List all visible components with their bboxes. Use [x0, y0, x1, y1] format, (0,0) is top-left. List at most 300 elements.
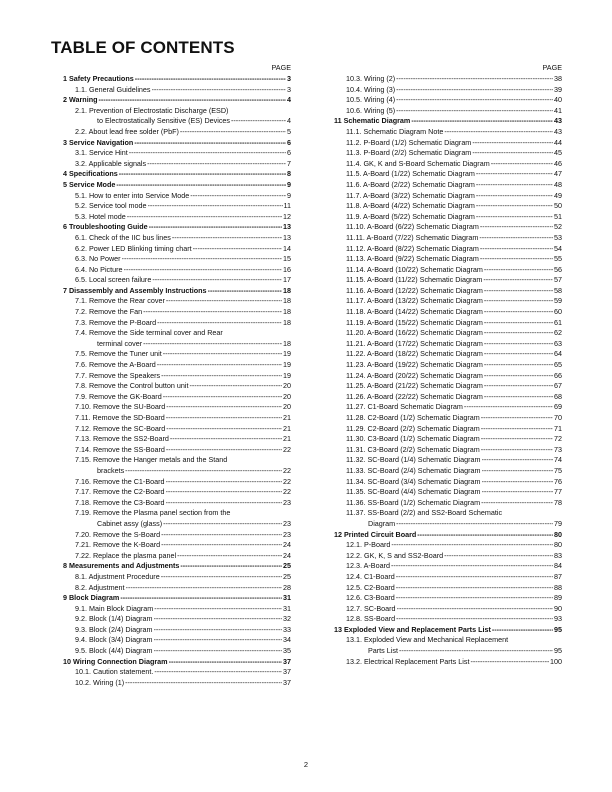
dot-leader [484, 286, 553, 297]
toc-entry-label: 2.1. Prevention of Electrostatic Discharge (ESD) [75, 105, 229, 115]
toc-entry-page: 47 [554, 169, 562, 179]
toc-entry-label: 9.1. Main Block Diagram [75, 603, 154, 613]
toc-entry[interactable] [322, 498, 562, 509]
toc-entry[interactable] [322, 635, 562, 646]
toc-entry-page: 73 [554, 444, 562, 454]
toc-entry-page: 37 [283, 656, 291, 666]
dot-leader [125, 678, 282, 689]
toc-entry[interactable] [51, 95, 291, 106]
toc-entry[interactable] [322, 371, 562, 382]
toc-entry[interactable] [322, 159, 562, 170]
toc-entry-page: 32 [283, 614, 291, 624]
toc-column-left [51, 63, 291, 688]
dot-leader [484, 349, 553, 360]
toc-entry[interactable] [51, 593, 291, 604]
toc-entry-label: 12 Printed Circuit Board [334, 529, 417, 539]
toc-entry[interactable] [322, 434, 562, 445]
toc-entry[interactable] [322, 413, 562, 424]
toc-entry-page: 20 [283, 391, 291, 401]
toc-entry[interactable] [322, 201, 562, 212]
toc-entry-label: 6.2. Power LED Blinking timing chart [75, 243, 192, 253]
toc-entry-label: 10.5. Wiring (4) [346, 95, 396, 105]
toc-entry-page: 28 [283, 582, 291, 592]
toc-entry-label: 10.1. Caution statement. [75, 667, 154, 677]
toc-entry-page: 46 [554, 158, 562, 168]
dot-leader [476, 169, 553, 180]
toc-entry-label: 7.10. Remove the SU-Board [75, 402, 166, 412]
toc-entry[interactable] [322, 148, 562, 159]
toc-entry-label: 11.23. A-Board (19/22) Schematic Diagram [346, 360, 483, 370]
toc-entry-label: 9 Block Diagram [63, 593, 120, 603]
toc-entry-label: 3 Service Navigation [63, 137, 134, 147]
toc-entry[interactable] [51, 349, 291, 360]
toc-entry-page: 9 [287, 190, 291, 200]
toc-entry[interactable] [322, 508, 562, 519]
dot-leader [163, 519, 282, 530]
dot-leader [154, 635, 283, 646]
toc-entry-label: 11.19. A-Board (15/22) Schematic Diagram [346, 317, 483, 327]
toc-entry-page: 76 [554, 476, 562, 486]
toc-entry-page: 19 [283, 370, 291, 380]
toc-entry-page: 9 [287, 179, 291, 189]
toc-entry[interactable] [322, 116, 562, 127]
toc-entry-page: 57 [554, 275, 562, 285]
toc-entry-page: 84 [554, 561, 562, 571]
toc-entry[interactable] [322, 381, 562, 392]
toc-entry-label: terminal cover [97, 338, 143, 348]
toc-entry[interactable] [322, 402, 562, 413]
toc-entry[interactable] [322, 127, 562, 138]
dot-leader [483, 275, 553, 286]
toc-entry[interactable] [322, 392, 562, 403]
toc-entry[interactable] [51, 222, 291, 233]
toc-entry[interactable] [51, 625, 291, 636]
toc-entry-page: 37 [283, 677, 291, 687]
dot-leader [480, 254, 553, 265]
toc-entry-page: 90 [554, 603, 562, 613]
toc-entry-page: 18 [283, 285, 291, 295]
toc-entry[interactable] [51, 392, 291, 403]
toc-entry-page: 19 [283, 349, 291, 359]
toc-entry-page: 83 [554, 550, 562, 560]
dot-leader [481, 498, 553, 509]
dot-leader [177, 551, 282, 562]
toc-entry[interactable] [322, 275, 562, 286]
toc-entry[interactable] [51, 487, 291, 498]
toc-entries-left [51, 74, 291, 688]
toc-entry-label: 11.10. A-Board (6/22) Schematic Diagram [346, 222, 479, 232]
dot-leader [166, 296, 282, 307]
toc-entry[interactable] [322, 561, 562, 572]
toc-entry-page: 24 [283, 550, 291, 560]
toc-entry[interactable] [51, 614, 291, 625]
dot-leader [396, 572, 553, 583]
toc-entry[interactable] [322, 106, 562, 117]
toc-entry-label: 7.13. Remove the SS2-Board [75, 434, 169, 444]
toc-entry-label: 1.1. General Guidelines [75, 84, 151, 94]
toc-entry[interactable] [51, 466, 291, 477]
toc-entry-label: 11.29. C2-Board (2/2) Schematic Diagram [346, 423, 480, 433]
dot-leader [149, 222, 282, 233]
dot-leader [492, 625, 553, 636]
toc-entry[interactable] [322, 318, 562, 329]
dot-leader [120, 593, 282, 604]
toc-entry-label: 6.3. No Power [75, 254, 121, 264]
toc-entry[interactable] [51, 138, 291, 149]
dot-leader [190, 191, 286, 202]
toc-entry[interactable] [51, 667, 291, 678]
dot-leader [166, 498, 283, 509]
toc-entry[interactable] [322, 487, 562, 498]
toc-entry[interactable] [322, 614, 562, 625]
toc-entry-label: to Electrostatically Sensitive (ES) Devices [97, 116, 231, 126]
toc-entry-page: 18 [283, 317, 291, 327]
toc-entry-label: 11.15. A-Board (11/22) Schematic Diagram [346, 275, 483, 285]
toc-entry-page: 88 [554, 582, 562, 592]
toc-entry[interactable] [51, 212, 291, 223]
toc-entry[interactable] [322, 339, 562, 350]
toc-entry-label: 11.20. A-Board (16/22) Schematic Diagram [346, 328, 483, 338]
toc-entry[interactable] [322, 212, 562, 223]
toc-entry[interactable] [51, 551, 291, 562]
toc-entry-page: 65 [554, 360, 562, 370]
toc-entry[interactable] [51, 540, 291, 551]
toc-entry[interactable] [51, 201, 291, 212]
toc-entry[interactable] [51, 275, 291, 286]
toc-entry-page: 60 [554, 307, 562, 317]
dot-leader [482, 477, 554, 488]
toc-entry[interactable] [322, 466, 562, 477]
toc-entry-page: 34 [283, 635, 291, 645]
dot-leader [126, 583, 282, 594]
toc-entry[interactable] [322, 74, 562, 85]
toc-entry[interactable] [51, 424, 291, 435]
toc-entry-page: 78 [554, 497, 562, 507]
page-column-header: PAGE [542, 63, 562, 72]
toc-entry[interactable] [322, 180, 562, 191]
toc-entry-label: 10.6. Wiring (5) [346, 105, 396, 115]
toc-entry-label: 9.4. Block (3/4) Diagram [75, 635, 153, 645]
toc-entry[interactable] [322, 604, 562, 615]
dot-leader [124, 265, 282, 276]
toc-entry[interactable] [51, 657, 291, 668]
dot-leader [484, 328, 553, 339]
toc-entry[interactable] [322, 583, 562, 594]
dot-leader [161, 540, 282, 551]
dot-leader [161, 530, 282, 541]
toc-entry[interactable] [322, 360, 562, 371]
toc-entry[interactable] [51, 233, 291, 244]
toc-entry[interactable] [51, 583, 291, 594]
toc-entry[interactable] [51, 74, 291, 85]
toc-entry[interactable] [51, 371, 291, 382]
toc-entry-page: 52 [554, 222, 562, 232]
toc-entry[interactable] [51, 85, 291, 96]
toc-entry-label: 11.30. C3-Board (1/2) Schematic Diagram [346, 434, 480, 444]
toc-entry-page: 80 [554, 529, 562, 539]
toc-entry[interactable] [51, 286, 291, 297]
toc-entry-label: 12.3. A-Board [346, 561, 390, 571]
toc-entry-page: 31 [283, 593, 291, 603]
dot-leader [396, 519, 553, 530]
toc-entry[interactable] [51, 127, 291, 138]
toc-entry-label: 6 Troubleshooting Guide [63, 222, 148, 232]
toc-entry-label: 9.2. Block (1/4) Diagram [75, 614, 153, 624]
dot-leader [484, 265, 553, 276]
toc-entry-page: 18 [283, 296, 291, 306]
toc-entry-label: 12.6. C3-Board [346, 593, 395, 603]
toc-entry-page: 33 [283, 624, 291, 634]
toc-entry[interactable] [51, 572, 291, 583]
toc-entry[interactable] [51, 434, 291, 445]
dot-leader [152, 275, 282, 286]
dot-leader [134, 138, 286, 149]
toc-entry[interactable] [322, 445, 562, 456]
toc-entry[interactable] [322, 477, 562, 488]
dot-leader [116, 180, 286, 191]
toc-entry[interactable] [51, 169, 291, 180]
dot-leader [119, 169, 286, 180]
toc-entry-page: 21 [283, 423, 291, 433]
toc-entry[interactable] [51, 159, 291, 170]
toc-entry[interactable] [322, 95, 562, 106]
toc-entry-page: 50 [554, 201, 562, 211]
dot-leader [484, 371, 553, 382]
toc-entry-label: 7.7. Remove the Speakers [75, 370, 161, 380]
toc-entry[interactable] [322, 657, 562, 668]
toc-entry[interactable] [51, 604, 291, 615]
toc-entry[interactable] [322, 191, 562, 202]
toc-entry-page: 13 [283, 232, 291, 242]
toc-entry[interactable] [51, 318, 291, 329]
toc-entry-page: 89 [554, 593, 562, 603]
toc-entry-label: 7 Disassembly and Assembly Instructions [63, 285, 207, 295]
toc-entry[interactable] [51, 646, 291, 657]
dot-leader [157, 360, 282, 371]
toc-entry-label: 7.8. Remove the Control button unit [75, 381, 189, 391]
toc-entry[interactable] [51, 191, 291, 202]
toc-entry[interactable] [51, 254, 291, 265]
toc-entry[interactable] [51, 244, 291, 255]
toc-entry-label: 12.1. P-Board [346, 540, 391, 550]
toc-entry-label: 3.2. Applicable signals [75, 158, 147, 168]
toc-entry-page: 3 [287, 74, 291, 83]
dot-leader [154, 625, 283, 636]
toc-entry[interactable] [322, 455, 562, 466]
toc-entry[interactable] [322, 424, 562, 435]
dot-leader [484, 307, 553, 318]
toc-entry[interactable] [322, 286, 562, 297]
toc-entry-page: 45 [554, 148, 562, 158]
dot-leader [482, 455, 554, 466]
toc-entry[interactable] [51, 635, 291, 646]
toc-entry[interactable] [322, 530, 562, 541]
dot-leader [476, 180, 553, 191]
dot-leader [481, 424, 553, 435]
dot-leader [391, 540, 553, 551]
dot-leader [480, 244, 553, 255]
dot-leader [154, 604, 282, 615]
toc-entry-label: 11 Schematic Diagram [334, 116, 411, 126]
toc-entry-label: 11.17. A-Board (13/22) Schematic Diagram [346, 296, 483, 306]
toc-entry-label: 11.5. A-Board (1/22) Schematic Diagram [346, 169, 475, 179]
toc-entry-page: 59 [554, 296, 562, 306]
dot-leader [484, 360, 553, 371]
dot-leader [163, 392, 282, 403]
toc-entry-label: 7.17. Remove the C2-Board [75, 487, 165, 497]
toc-entry[interactable] [322, 625, 562, 636]
toc-entry[interactable] [51, 561, 291, 572]
dot-leader [397, 604, 553, 615]
toc-entry[interactable] [322, 244, 562, 255]
dot-leader [172, 233, 282, 244]
toc-entry-page: 77 [554, 487, 562, 497]
toc-entry[interactable] [322, 519, 562, 530]
toc-entry-label: 7.22. Replace the plasma panel [75, 550, 177, 560]
toc-entry[interactable] [51, 678, 291, 689]
dot-leader [135, 74, 286, 85]
dot-leader [491, 159, 553, 170]
dot-leader [396, 74, 553, 85]
toc-entry-label: 6.5. Local screen failure [75, 275, 152, 285]
toc-entry-label: 11.8. A-Board (4/22) Schematic Diagram [346, 201, 475, 211]
toc-entry-label: 7.15. Remove the Hanger metals and the Stand [75, 455, 228, 465]
toc-entry[interactable] [322, 593, 562, 604]
toc-entry[interactable] [51, 265, 291, 276]
dot-leader [484, 392, 553, 403]
dot-leader [161, 371, 282, 382]
toc-entry[interactable] [322, 551, 562, 562]
toc-entry-label: 7.1. Remove the Rear cover [75, 296, 165, 306]
toc-entry-page: 44 [554, 137, 562, 147]
toc-entry[interactable] [51, 328, 291, 339]
toc-entry[interactable] [322, 85, 562, 96]
toc-entry[interactable] [322, 138, 562, 149]
dot-leader [484, 381, 553, 392]
toc-entry[interactable] [322, 540, 562, 551]
toc-entry-label: 12.8. SS-Board [346, 614, 396, 624]
toc-entry-page: 49 [554, 190, 562, 200]
toc-entry-label: 5.2. Service tool mode [75, 201, 147, 211]
toc-entry-page: 23 [283, 529, 291, 539]
toc-entry-label: 7.3. Remove the P-Board [75, 317, 157, 327]
toc-entry[interactable] [322, 646, 562, 657]
toc-entry-label: 5 Service Mode [63, 179, 116, 189]
toc-entry-page: 43 [554, 126, 562, 136]
toc-entry-page: 12 [283, 211, 291, 221]
toc-entry[interactable] [51, 307, 291, 318]
dot-leader [472, 148, 553, 159]
toc-entry-page: 68 [554, 391, 562, 401]
dot-leader [396, 593, 553, 604]
toc-entry[interactable] [51, 477, 291, 488]
dot-leader [444, 127, 553, 138]
toc-entry-label: 7.9. Remove the GK-Board [75, 391, 162, 401]
toc-entry[interactable] [51, 498, 291, 509]
dot-leader [166, 477, 283, 488]
dot-leader [396, 614, 553, 625]
toc-entry[interactable] [51, 360, 291, 371]
toc-entry-page: 6 [287, 137, 291, 147]
toc-entry-page: 24 [283, 540, 291, 550]
dot-leader [481, 434, 553, 445]
toc-entry[interactable] [51, 296, 291, 307]
toc-entry-label: 12.2. GK, K, S and SS2-Board [346, 550, 444, 560]
toc-entry-label: 6.1. Check of the IIC bus lines [75, 232, 171, 242]
toc-entry[interactable] [322, 222, 562, 233]
toc-entry-page: 48 [554, 179, 562, 189]
toc-entry-label: 10.3. Wiring (2) [346, 74, 396, 83]
toc-entry[interactable] [51, 519, 291, 530]
toc-entry[interactable] [51, 381, 291, 392]
toc-entry[interactable] [51, 413, 291, 424]
toc-entry-label: 13 Exploded View and Replacement Parts List [334, 624, 491, 634]
toc-entry-page: 37 [283, 667, 291, 677]
toc-entry-page: 18 [283, 307, 291, 317]
toc-entry-page: 93 [554, 614, 562, 624]
toc-entry[interactable] [51, 445, 291, 456]
dot-leader [129, 148, 286, 159]
toc-entry[interactable] [51, 402, 291, 413]
toc-entry[interactable] [51, 508, 291, 519]
toc-entry[interactable] [51, 339, 291, 350]
toc-entry[interactable] [322, 254, 562, 265]
toc-entry[interactable] [51, 180, 291, 191]
toc-entry-label: 7.2. Remove the Fan [75, 307, 143, 317]
toc-entry-page: 71 [554, 423, 562, 433]
toc-entry[interactable] [322, 265, 562, 276]
toc-entry-page: 95 [554, 624, 562, 634]
toc-entry-page: 8 [287, 169, 291, 179]
toc-entry-label: 13.1. Exploded View and Mechanical Replacement [346, 635, 509, 645]
toc-entry-label: 11.24. A-Board (20/22) Schematic Diagram [346, 370, 483, 380]
toc-entry-label: 11.28. C2-Board (1/2) Schematic Diagram [346, 413, 480, 422]
toc-entry[interactable] [322, 169, 562, 180]
toc-entry[interactable] [322, 349, 562, 360]
toc-entry[interactable] [51, 106, 291, 117]
toc-entry-label: 11.4. GK, K and S-Board Schematic Diagram [346, 158, 490, 168]
dot-leader [396, 95, 553, 106]
toc-entries-right [322, 74, 562, 667]
dot-leader [127, 212, 282, 223]
toc-entry[interactable] [51, 116, 291, 127]
toc-entry-label: 4 Specifications [63, 169, 118, 179]
toc-entry-label: 8 Measurements and Adjustments [63, 561, 180, 571]
toc-entry-label: Parts List [368, 646, 398, 656]
toc-entry[interactable] [51, 148, 291, 159]
toc-entry[interactable] [322, 296, 562, 307]
toc-entry[interactable] [322, 307, 562, 318]
dot-leader [484, 318, 553, 329]
toc-entry[interactable] [322, 233, 562, 244]
toc-entry-label: 7.14. Remove the SS-Board [75, 444, 165, 454]
toc-entry[interactable] [322, 572, 562, 583]
toc-entry[interactable] [322, 328, 562, 339]
toc-entry-page: 41 [554, 105, 562, 115]
dot-leader [147, 159, 286, 170]
dot-leader [152, 85, 286, 96]
toc-entry-page: 18 [283, 338, 291, 348]
toc-entry-label: 7.6. Remove the A-Board [75, 360, 156, 370]
toc-entry-page: 55 [554, 254, 562, 264]
toc-entry[interactable] [51, 530, 291, 541]
dot-leader [480, 222, 553, 233]
toc-entry[interactable] [51, 455, 291, 466]
toc-entry-label: 7.16. Remove the C1-Board [75, 476, 165, 486]
toc-entry-page: 69 [554, 402, 562, 412]
toc-entry-label: 9.5. Block (4/4) Diagram [75, 646, 153, 656]
toc-entry-label: 5.1. How to enter into Service Mode [75, 190, 190, 200]
